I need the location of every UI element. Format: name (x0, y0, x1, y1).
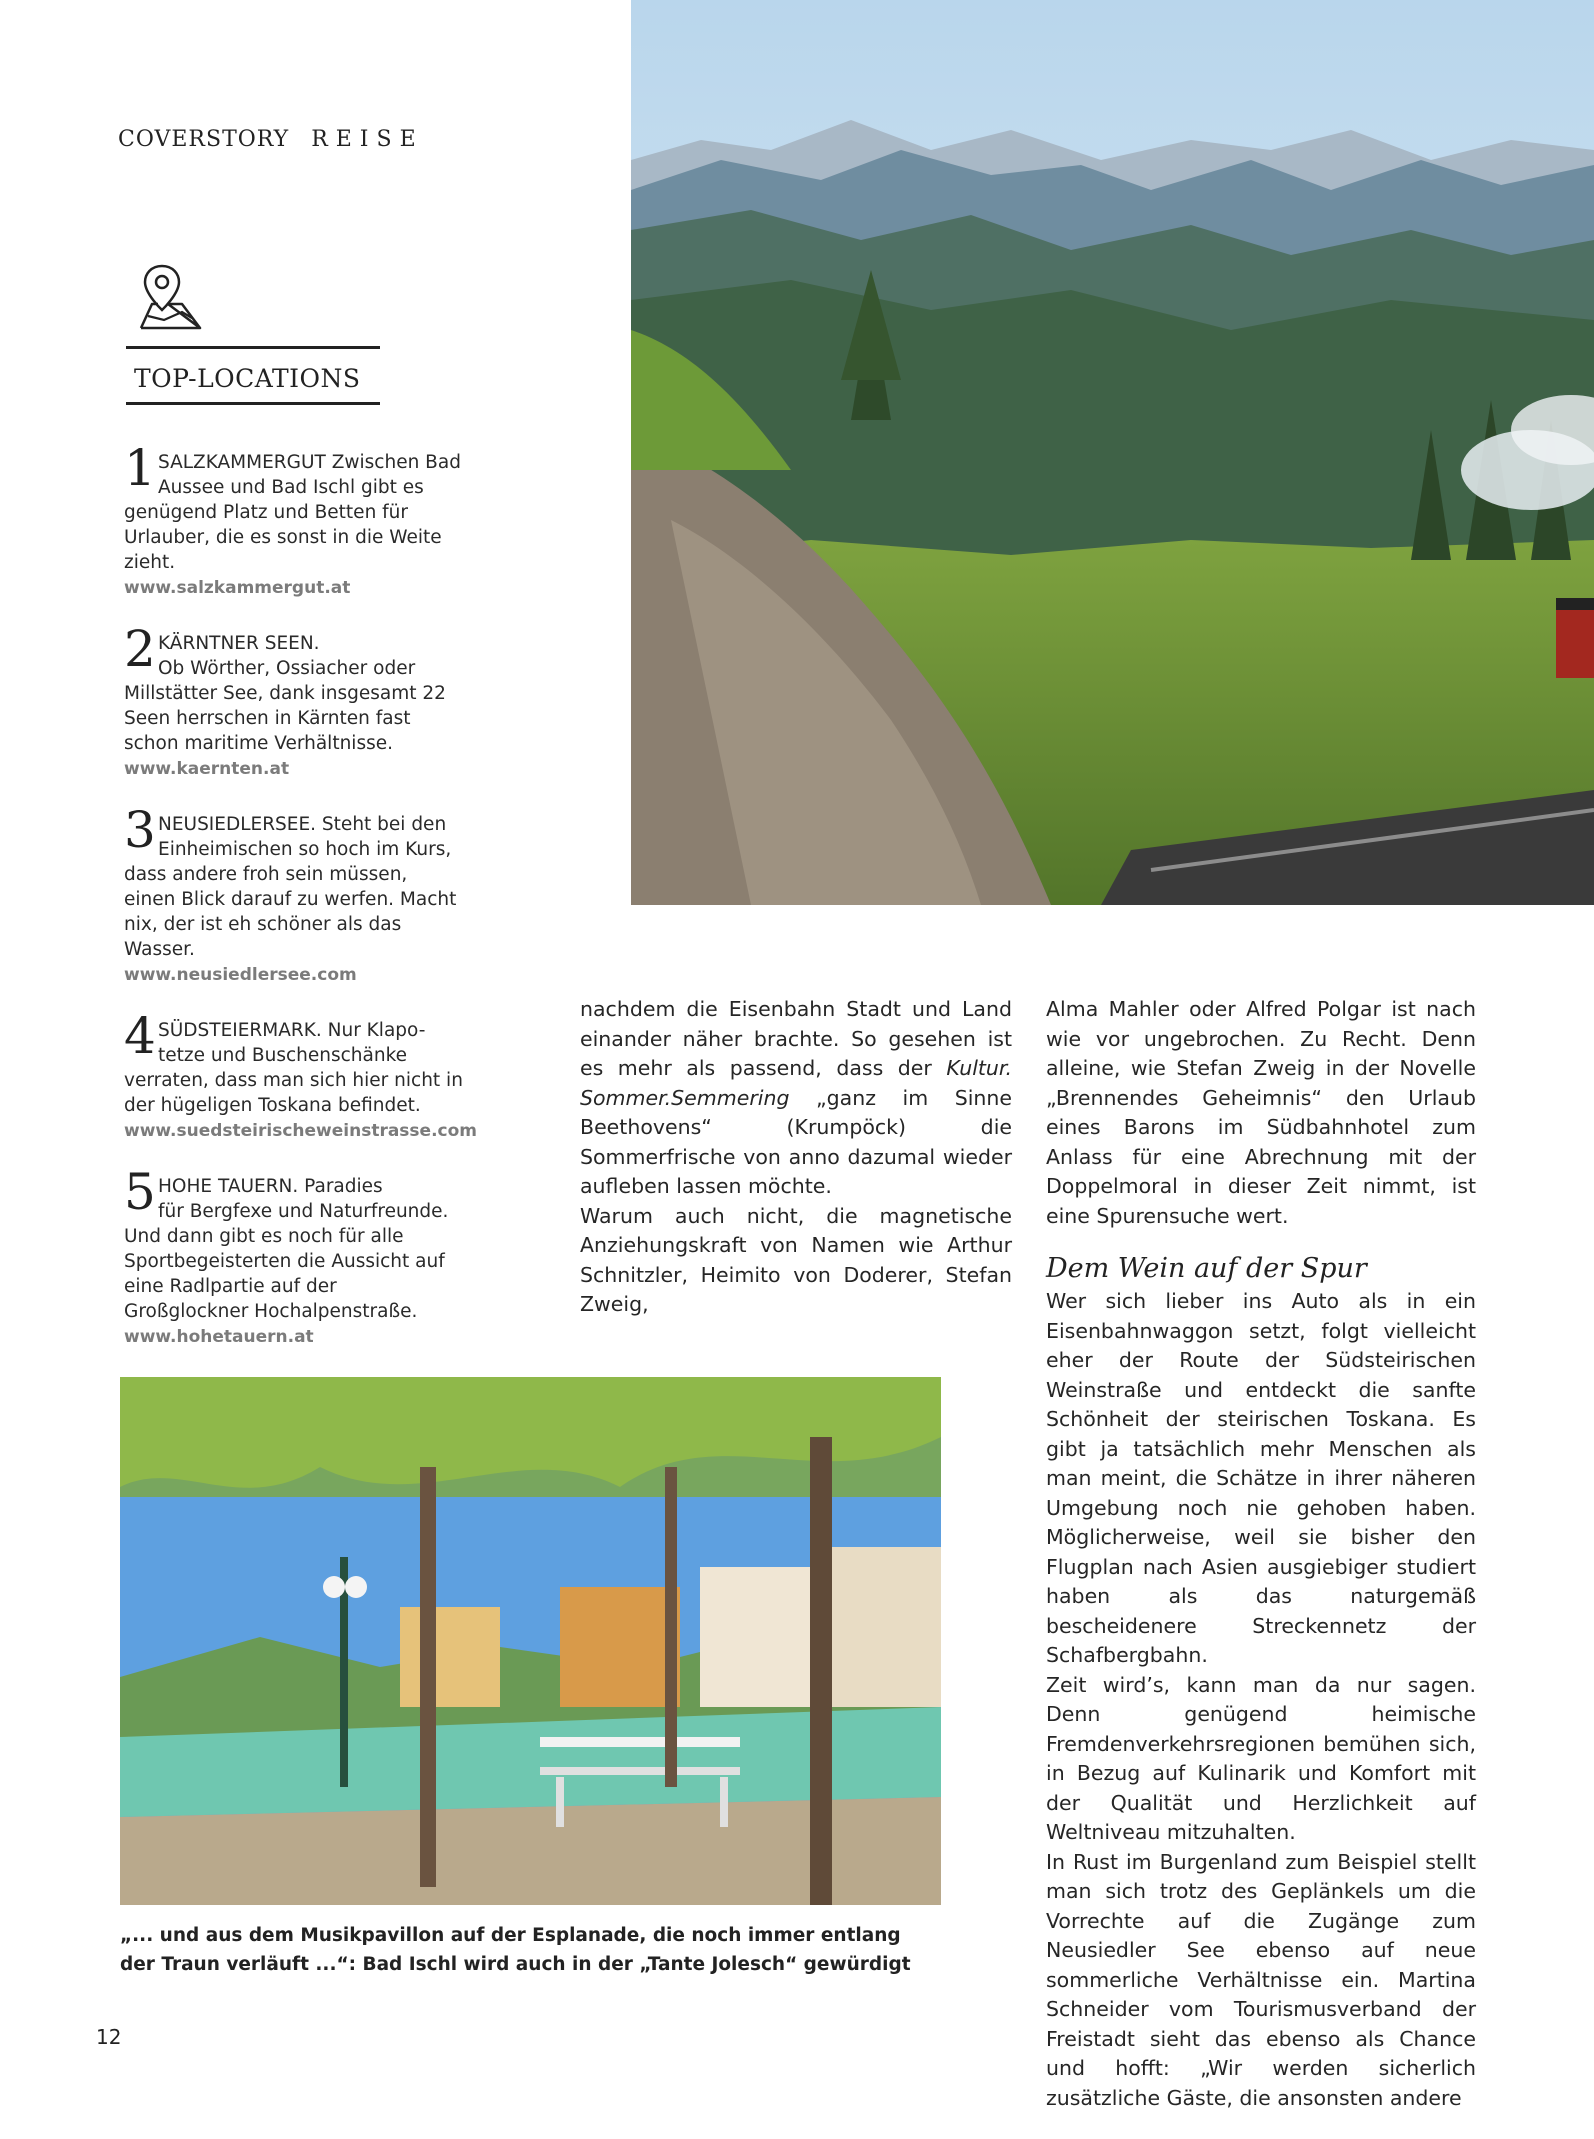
text-run: „ganz im Sinne Beethovens“ (Krumpöck) die Sommerfrische von anno dazumal wieder aufleben lassen möchte. (580, 1085, 1012, 1198)
event-name: Kultur. Sommer.Semmering (580, 1056, 1012, 1110)
list-item (124, 620, 464, 782)
item-description: Und dann gibt es noch für alle Sportbegeisterten die Aussicht auf eine Radlpartie auf der Großglockner Hochalpenstraße. (124, 1226, 445, 1322)
item-description: genügend Platz und Betten für Urlauber, die es sonst in die Weite zieht. (124, 502, 442, 573)
section-header (118, 127, 424, 152)
item-title-line: KÄRNTNER SEEN. (158, 633, 320, 654)
item-url-link[interactable]: www.salzkammergut.at (124, 578, 351, 598)
item-number: 4 (124, 1007, 156, 1065)
item-url-link[interactable]: www.suedsteirischeweinstrasse.com (124, 1121, 478, 1141)
bad-ischl-photo (120, 1377, 941, 1905)
section-label: COVERSTORY (118, 127, 290, 152)
heading-rule-top (126, 346, 380, 349)
item-number: 5 (124, 1163, 156, 1221)
item-second-line: Aussee und Bad Ischl gibt es (158, 477, 424, 498)
heading-rule-bottom (126, 402, 380, 405)
article-paragraph: Warum auch nicht, die magnetische Anziehungskraft von Namen wie Arthur Schnitzler, Heimito von Doderer, Stefan Zweig, (580, 1203, 1012, 1316)
item-url-link[interactable]: www.kaernten.at (124, 759, 290, 779)
article-column-middle (580, 995, 1012, 1320)
article-column-right (1046, 995, 1476, 2113)
item-title-line: NEUSIEDLERSEE. Steht bei den (158, 814, 447, 835)
item-description: dass andere froh sein müssen, einen Blick darauf zu werfen. Macht nix, der ist eh schöner als das Wasser. (124, 864, 457, 960)
list-item (124, 439, 464, 601)
subsection-label: REISE (311, 127, 424, 152)
top-locations-heading: TOP-LOCATIONS (134, 364, 361, 393)
item-title-line: HOHE TAUERN. Paradies (158, 1176, 383, 1197)
article-paragraph (580, 995, 1012, 1202)
item-number: 3 (124, 801, 156, 859)
item-second-line: tetze und Buschenschänke (158, 1045, 408, 1066)
article-paragraph: In Rust im Burgenland zum Beispiel stellt man sich trotz des Geplänkels um die Vorrechte auf die Zugänge zum Neusiedler See ebenso auf neue sommerliche Verhältnisse ein. Martina Schneider vom Tourismusverband der Freistadt sieht das ebenso als Chance und hofft: „Wir werden sicherlich zusätzliche Gäste, die ansonsten andere (1046, 1849, 1476, 2110)
article-paragraph: Wer sich lieber ins Auto als in ein Eisenbahnwaggon setzt, folgt vielleicht eher der Route der Südsteirischen Weinstraße und entdeckt die sanfte Schönheit der steirischen Toskana. Es gibt ja tatsächlich mehr Menschen als man meint, die Schätze in ihrer näheren Umgebung noch nie gehoben haben. Möglicherweise, weil sie bisher den Flugplan nach Asien ausgiebiger studiert haben als das naturgemäß bescheidenere Streckennetz der Schafbergbahn. (1046, 1289, 1476, 1667)
alpine-railway-photo (631, 0, 1594, 905)
article-paragraph: Alma Mahler oder Alfred Polgar ist nach wie vor ungebrochen. Zu Recht. Denn alleine, wie Stefan Zweig in der Novelle „Brennendes Geheimnis“ den Urlaub eines Barons im Südbahnhotel zum Anlass für eine Abrechnung mit der Doppelmoral in dieser Zeit nimmt, ist eine Spurensuche wert. (1046, 997, 1476, 1228)
item-second-line: für Bergfexe und Naturfreunde. (158, 1201, 449, 1222)
item-title-line: SÜDSTEIERMARK. Nur Klapo- (158, 1020, 426, 1041)
item-second-line: Einheimischen so hoch im Kurs, (158, 839, 452, 860)
map-pin-icon (138, 262, 204, 334)
item-description: verraten, dass man sich hier nicht in der hügeligen Toskana befindet. (124, 1070, 463, 1116)
item-second-line: Ob Wörther, Ossiacher oder (158, 658, 416, 679)
item-description: Millstätter See, dank insgesamt 22 Seen herrschen in Kärnten fast schon maritime Verhältnisse. (124, 683, 446, 754)
item-url-link[interactable]: www.neusiedlersee.com (124, 965, 357, 985)
list-item (124, 801, 464, 988)
page-number: 12 (96, 2025, 122, 2049)
article-paragraph: Zeit wird’s, kann man da nur sagen. Denn genügend heimische Fremdenverkehrsregionen bemühen sich, in Bezug auf Kulinarik und Komfort mit der Qualität und Herzlichkeit auf Weltniveau mitzuhalten. (1046, 1672, 1476, 1844)
photo-caption: „... und aus dem Musikpavillon auf der Esplanade, die noch immer entlang der Traun verläuft ...“: Bad Ischl wird auch in der „Tante Jolesch“ gewürdigt (120, 1925, 911, 1975)
top-locations-list (124, 439, 478, 1380)
item-number: 1 (124, 439, 156, 497)
subheading: Dem Wein auf der Spur (1046, 1253, 1367, 1284)
text-run: nachdem die Eisenbahn Stadt und Land einander näher brachte. So gesehen ist es mehr als passend, dass der (580, 997, 1012, 1080)
item-url-link[interactable]: www.hohetauern.at (124, 1327, 314, 1347)
list-item (124, 1007, 478, 1144)
list-item (124, 1163, 464, 1350)
item-number: 2 (124, 620, 156, 678)
item-title-line: SALZKAMMERGUT Zwischen Bad (158, 452, 461, 473)
